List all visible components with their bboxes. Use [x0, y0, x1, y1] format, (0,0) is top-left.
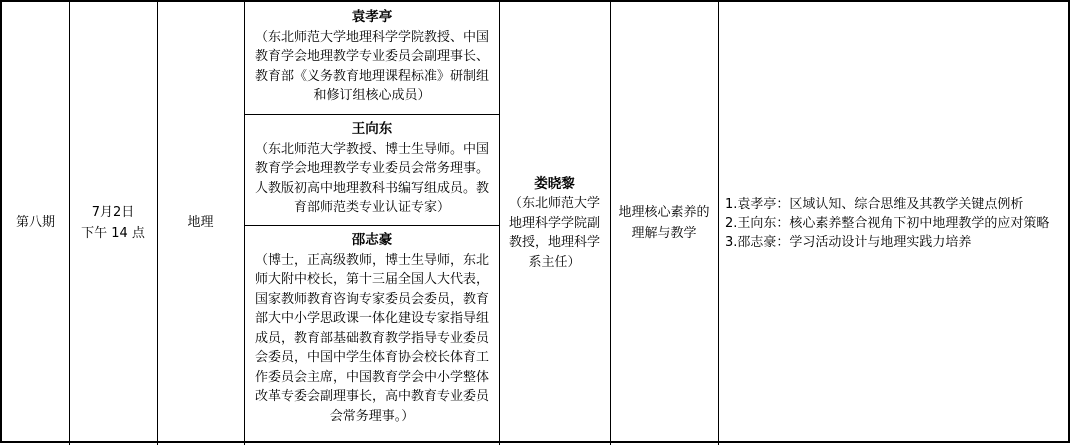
datetime-cell: [69, 2, 157, 443]
guest-name: 邵志豪: [351, 232, 393, 248]
session-cell: [2, 2, 69, 443]
guest-entry: [245, 8, 499, 106]
host-name: 娄晓黎: [534, 175, 575, 192]
row-divider: [244, 114, 499, 115]
topic-item: 3.邵志豪：学习活动设计与地理实践力培养: [725, 235, 972, 250]
row-divider: [244, 225, 499, 226]
theme-cell: [610, 2, 718, 443]
session-time: 下午 14 点: [81, 225, 145, 241]
host-bio: （东北师范大学地理科学学院副教授，地理科学系主任）: [508, 196, 600, 270]
guest-entry: [245, 231, 499, 426]
theme-label: 地理核心素养的理解与教学: [618, 204, 710, 241]
subject-label: 地理: [187, 215, 214, 230]
session-date: 7月2日: [91, 204, 135, 220]
topics-cell: [719, 2, 1070, 445]
topic-item: 1.袁孝亭：区域认知、综合思维及其教学关键点例析: [725, 197, 1024, 212]
topic-item: 2.王向东：核心素养整合视角下初中地理教学的应对策略: [725, 216, 1050, 231]
subject-cell: [157, 2, 244, 443]
host-cell: [499, 2, 610, 445]
guest-name: 王向东: [351, 121, 393, 137]
guest-entry: [245, 120, 499, 218]
guest-bio: （东北师范大学地理科学学院教授、中国教育学会地理教学专业委员会副理事长、教育部《义务教育地理课程标准》研制组和修订组核心成员）: [254, 29, 489, 103]
guest-bio: （东北师范大学教授、博士生导师。中国教育学会地理教学专业委员会常务理事。人教版初高中地理教科书编写组成员。教育部师范类专业认证专家）: [254, 141, 489, 215]
session-label: 第八期: [15, 215, 55, 230]
guest-name: 袁孝亭: [351, 9, 393, 25]
guest-bio: （博士，正高级教师，博士生导师，东北师大附中校长，第十三届全国人大代表，国家教师教育咨询专家委员会委员，教育部大中小学思政课一体化建设专家指导组成员，教育部基础教育教学指导专业委员会委员，中国中学生体育协会校长体育工作委员会主席，中国教育学会中小学整体改革专委会副理事长，高中教育专业委员会常务理事。）: [254, 252, 489, 424]
